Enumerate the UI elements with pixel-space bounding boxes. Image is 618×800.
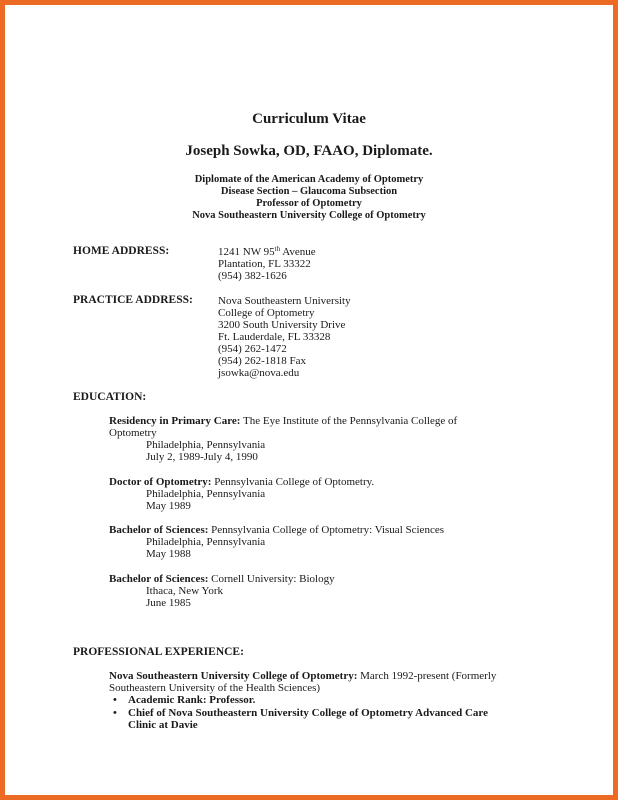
education-entry-date: June 1985 (146, 597, 191, 609)
education-entry-date: May 1988 (146, 548, 191, 560)
education-entry-detail: Optometry (109, 427, 157, 439)
practice-line: (954) 262-1818 Fax (218, 355, 306, 367)
education-entry-title: Bachelor of Sciences: Pennsylvania College of Optometry: Visual Sciences (109, 524, 444, 536)
education-entry-location: Philadelphia, Pennsylvania (146, 536, 266, 548)
experience-bullet-item-cont: Clinic at Davie (128, 719, 198, 731)
subtitle-line: Diplomate of the American Academy of Optometry (194, 174, 424, 185)
education-entry-date: May 1989 (146, 500, 191, 512)
practice-line: Ft. Lauderdale, FL 33328 (218, 331, 331, 343)
subtitle-line: Professor of Optometry (256, 198, 362, 209)
home-street: 1241 NW 95th Avenue (218, 245, 316, 258)
education-entry-location: Ithaca, New York (146, 585, 223, 597)
experience-employer: Nova Southeastern University College of Optometry: March 1992-present (Formerly (109, 670, 497, 682)
education-entry-date: July 2, 1989-July 4, 1990 (146, 451, 258, 463)
education-entry-title: Doctor of Optometry: Pennsylvania College of Optometry. (109, 476, 375, 488)
subtitle-line: Disease Section – Glaucoma Subsection (220, 186, 398, 197)
home-city: Plantation, FL 33322 (218, 258, 311, 270)
practice-line: 3200 South University Drive (218, 319, 346, 331)
home-phone: (954) 382-1626 (218, 270, 287, 282)
practice-address-label: PRACTICE ADDRESS: (73, 294, 193, 306)
practice-line: Nova Southeastern University (218, 295, 351, 307)
document-title: Curriculum Vitae (252, 111, 366, 127)
person-name: Joseph Sowka, OD, FAAO, Diplomate. (185, 143, 433, 159)
practice-email: jsowka@nova.edu (218, 367, 300, 379)
experience-bullet-item: Academic Rank: Professor. (128, 694, 256, 706)
bullet-icon: • (113, 694, 117, 706)
education-label: EDUCATION: (73, 391, 147, 403)
education-entry-title: Bachelor of Sciences: Cornell University: Biology (109, 573, 335, 585)
bullet-icon: • (113, 707, 117, 719)
practice-line: (954) 262-1472 (218, 343, 287, 355)
practice-line: College of Optometry (218, 307, 315, 319)
home-address-label: HOME ADDRESS: (73, 245, 170, 257)
experience-employer-detail: Southeastern University of the Health Sciences) (109, 682, 321, 694)
education-entry-title: Residency in Primary Care: The Eye Institute of the Pennsylvania College of (109, 415, 458, 427)
experience-bullet-item: Chief of Nova Southeastern University College of Optometry Advanced Care (128, 707, 489, 719)
education-entry-location: Philadelphia, Pennsylvania (146, 439, 266, 451)
subtitle-line: Nova Southeastern University College of Optometry (192, 210, 426, 221)
education-entry-location: Philadelphia, Pennsylvania (146, 488, 266, 500)
experience-label: PROFESSIONAL EXPERIENCE: (73, 646, 244, 658)
